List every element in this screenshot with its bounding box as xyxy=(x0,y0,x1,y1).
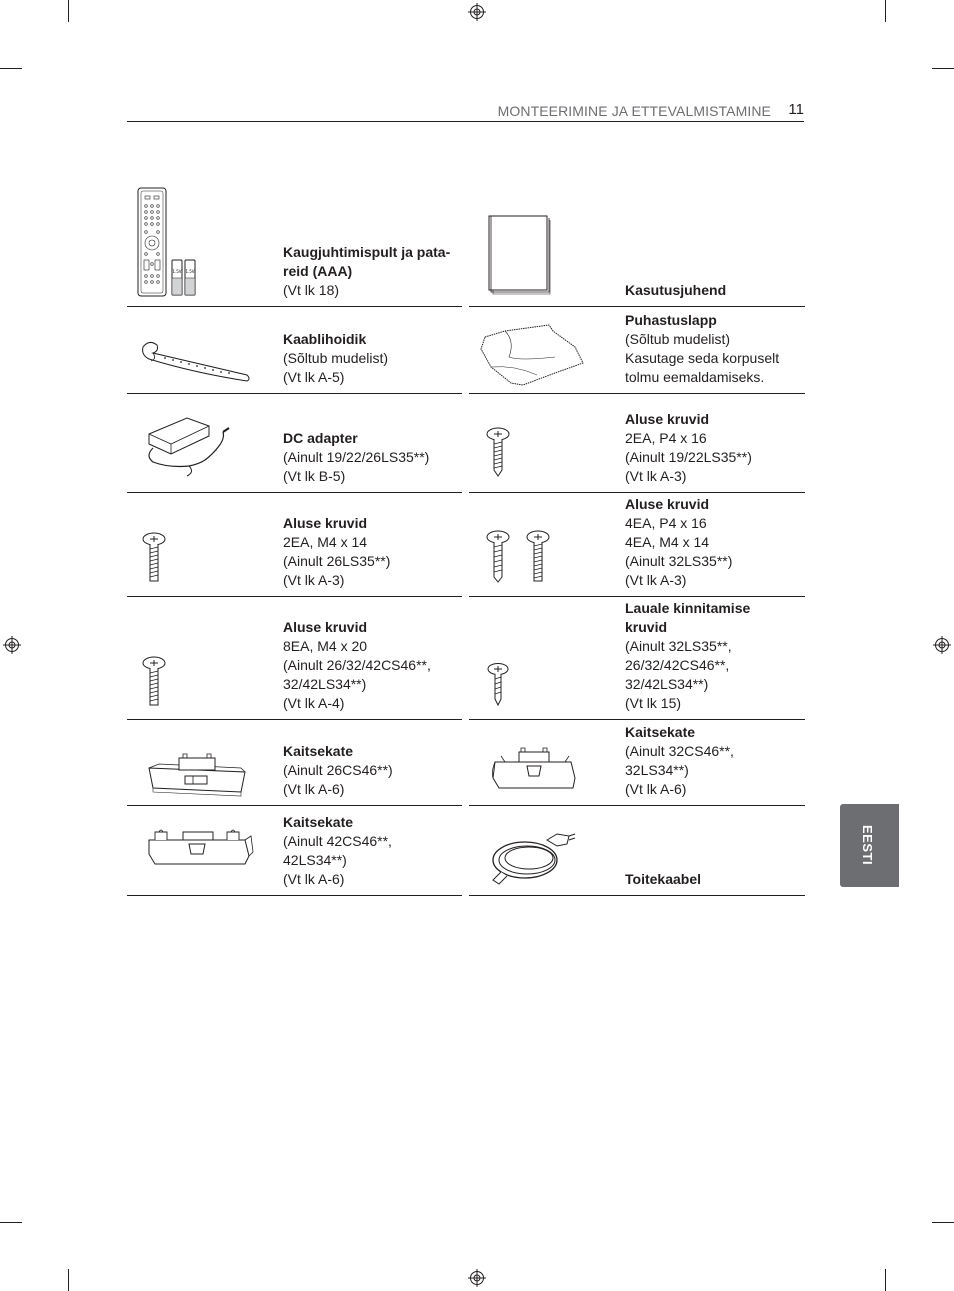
item-protective-cover xyxy=(469,720,805,806)
power-cord-icon xyxy=(485,824,585,890)
item-detail: (Vt lk B-5) xyxy=(283,468,346,484)
item-detail: (Vt lk A-3) xyxy=(625,572,687,588)
item-name: Toitekaabel xyxy=(625,871,701,887)
registration-mark-icon xyxy=(933,636,951,654)
item-name: Aluse kruvid xyxy=(625,496,710,512)
item-name: Aluse kruvid xyxy=(283,515,368,531)
item-detail: (Ainult 32LS35**, xyxy=(625,638,732,654)
item-name: Kaitsekate xyxy=(283,743,354,759)
crop-mark xyxy=(68,1269,69,1291)
item-detail: (Vt lk A-6) xyxy=(283,871,345,887)
language-tab xyxy=(840,804,899,887)
item-name: Lauale kinnitamise xyxy=(625,600,751,616)
item-remote-control xyxy=(127,180,462,307)
item-stand-screws xyxy=(469,394,805,493)
item-protective-cover xyxy=(127,806,462,896)
item-name: Kaitsekate xyxy=(283,814,354,830)
protective-cover-icon xyxy=(485,742,585,794)
screw-icon xyxy=(483,426,513,478)
item-detail: (Ainult 19/22/26LS35**) xyxy=(283,449,430,465)
item-name: Aluse kruvid xyxy=(283,619,368,635)
item-detail: (Vt lk 15) xyxy=(625,695,682,711)
item-detail: (Ainult 32LS35**) xyxy=(625,553,733,569)
crop-mark xyxy=(0,68,22,69)
screw-icon xyxy=(139,655,169,709)
item-stand-screws xyxy=(469,493,805,597)
screw-icon xyxy=(139,531,169,585)
crop-mark xyxy=(0,1222,22,1223)
crop-mark xyxy=(68,0,69,22)
item-detail: 8EA, M4 x 20 xyxy=(283,638,368,654)
page-header xyxy=(127,100,804,122)
item-detail: (Vt lk 18) xyxy=(283,282,340,298)
item-stand-screws xyxy=(127,493,462,597)
item-detail: Kasutage seda korpuselt xyxy=(625,350,780,366)
registration-mark-icon xyxy=(3,636,21,654)
item-detail: (Ainult 26CS46**) xyxy=(283,762,393,778)
dc-adapter-icon xyxy=(139,402,239,482)
item-name: Kasutusjuhend xyxy=(625,282,727,298)
item-detail: (Vt lk A-3) xyxy=(625,468,687,484)
item-detail: (Sõltub mudelist) xyxy=(283,350,389,366)
section-title: MONTEERIMINE JA ETTEVALMISTAMINE xyxy=(497,103,771,119)
crop-mark xyxy=(885,0,886,22)
item-detail: (Vt lk A-6) xyxy=(625,781,687,797)
item-detail: (Ainult 19/22LS35**) xyxy=(625,449,752,465)
protective-cover-icon xyxy=(141,746,253,798)
page-number: 11 xyxy=(788,101,804,118)
crop-mark xyxy=(885,1269,886,1291)
item-detail: 42LS34**) xyxy=(283,852,347,868)
item-owners-manual xyxy=(469,180,805,307)
cable-holder-icon xyxy=(135,329,255,389)
item-cable-holder xyxy=(127,307,462,394)
item-detail: 2EA, M4 x 14 xyxy=(283,534,368,550)
registration-mark-icon xyxy=(468,3,486,21)
item-detail: (Ainult 32CS46**, xyxy=(625,743,734,759)
item-cleaning-cloth xyxy=(469,307,805,394)
crop-mark xyxy=(932,1222,954,1223)
item-detail: tolmu eemaldamiseks. xyxy=(625,369,765,385)
item-detail: 32LS34**) xyxy=(625,762,689,778)
item-detail: 2EA, P4 x 16 xyxy=(625,430,707,446)
item-detail: (Vt lk A-4) xyxy=(283,695,345,711)
item-detail: (Ainult 26LS35**) xyxy=(283,553,391,569)
item-name: Kaitsekate xyxy=(625,724,696,740)
item-desk-mount-screws xyxy=(469,597,805,720)
two-screws-icon xyxy=(483,529,563,585)
svg-text:1.5V: 1.5V xyxy=(185,269,195,274)
item-detail: (Vt lk A-3) xyxy=(283,572,345,588)
item-detail: (Vt lk A-6) xyxy=(283,781,345,797)
item-detail: reid (AAA) xyxy=(283,263,353,279)
item-detail: 4EA, M4 x 14 xyxy=(625,534,710,550)
remote-control-icon xyxy=(136,186,206,298)
item-stand-screws xyxy=(127,597,462,720)
item-name: DC adapter xyxy=(283,430,358,446)
item-detail: 26/32/42CS46**, xyxy=(625,657,730,673)
svg-text:1.5V: 1.5V xyxy=(172,269,182,274)
item-name: Aluse kruvid xyxy=(625,411,710,427)
item-detail: 32/42LS34**) xyxy=(625,676,709,692)
manual-booklet-icon xyxy=(481,210,551,296)
item-name: Puhastuslapp xyxy=(625,312,717,328)
item-name: Kaugjuhtimispult ja pata- xyxy=(283,244,451,260)
item-detail: (Sõltub mudelist) xyxy=(625,331,731,347)
protective-cover-icon xyxy=(141,822,257,872)
screw-short-icon xyxy=(483,661,513,709)
item-detail: (Ainult 42CS46**, xyxy=(283,833,392,849)
item-detail: (Ainult 26/32/42CS46**, xyxy=(283,657,431,673)
item-power-cord xyxy=(469,806,805,896)
item-protective-cover xyxy=(127,720,462,806)
cleaning-cloth-icon xyxy=(475,317,587,389)
crop-mark xyxy=(932,68,954,69)
item-detail: 32/42LS34**) xyxy=(283,676,367,692)
language-tab-label: EESTI xyxy=(860,825,875,866)
item-name: Kaablihoidik xyxy=(283,331,367,347)
item-name-continued: kruvid xyxy=(625,619,668,635)
item-dc-adapter xyxy=(127,394,462,493)
item-detail: 4EA, P4 x 16 xyxy=(625,515,707,531)
item-detail: (Vt lk A-5) xyxy=(283,369,345,385)
registration-mark-icon xyxy=(468,1269,486,1287)
